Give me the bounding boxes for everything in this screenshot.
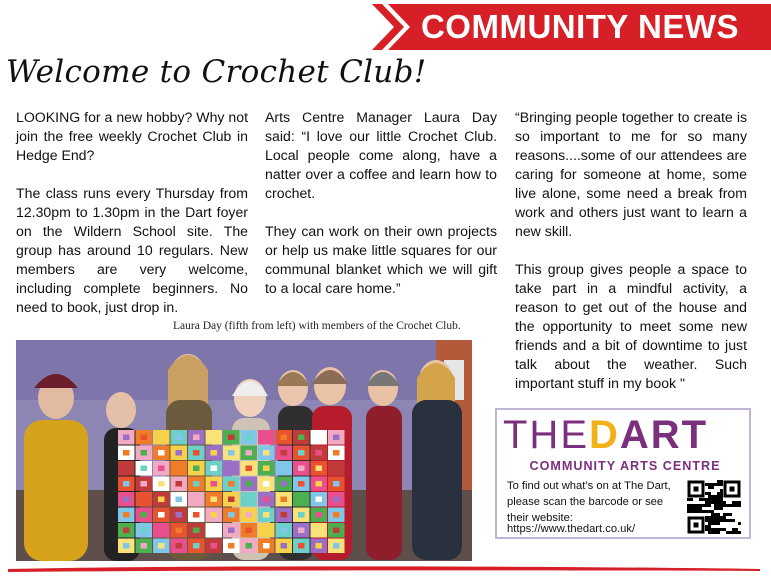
qr-module (717, 504, 720, 507)
blanket-square-center (246, 512, 253, 518)
blanket-square-center (246, 450, 253, 456)
the-dart-website-link[interactable]: https://www.thedart.co.uk/ (507, 523, 636, 535)
qr-module (711, 531, 714, 534)
blanket-square-center (298, 512, 305, 518)
qr-module (714, 504, 717, 507)
qr-module (708, 531, 711, 534)
qr-module (723, 516, 726, 519)
paragraph: They can work on their own projects or help us make little squares for our communal blanket which we will gift to a local care home.” (265, 223, 497, 296)
qr-module (711, 498, 714, 501)
qr-module (711, 516, 714, 519)
qr-module (717, 522, 720, 525)
logo-text-the: THE (503, 413, 589, 457)
qr-module (708, 501, 711, 504)
qr-module (729, 504, 732, 507)
blanket-square-center (281, 466, 288, 472)
qr-module (732, 531, 735, 534)
blanket-square-center (333, 497, 340, 503)
qr-module (705, 525, 708, 528)
qr-module (714, 495, 717, 498)
qr-module (714, 483, 717, 486)
blanket-square-center (333, 543, 340, 549)
blanket-square-center (141, 435, 148, 441)
blanket-square-center (228, 450, 235, 456)
qr-module (723, 513, 726, 516)
paragraph: The class runs every Thursday from 12.30pm to 1.30pm in the Dart foyer on the Wildern School site. The group has around 10 regulars. New members are very welcome, including complete beginners. No need to book, just drop in. (16, 185, 248, 315)
blanket-square-center (263, 497, 270, 503)
qr-module (705, 501, 708, 504)
qr-module (687, 498, 690, 501)
qr-module (693, 507, 696, 510)
qr-module (711, 513, 714, 516)
blanket-square-center (246, 528, 253, 534)
blanket-square-center (298, 497, 305, 503)
qr-module (705, 483, 708, 486)
the-dart-logo (503, 414, 747, 456)
qr-module (720, 519, 723, 522)
blanket-square-center (158, 481, 165, 487)
blanket-square-center (298, 435, 305, 441)
blanket-square-center (263, 543, 270, 549)
qr-module (723, 501, 726, 504)
blanket-square-center (158, 528, 165, 534)
blanket-square-center (158, 512, 165, 518)
qr-module (732, 504, 735, 507)
blanket-square-center (281, 528, 288, 534)
qr-module (696, 510, 699, 513)
qr-module (732, 528, 735, 531)
blanket-square-center (123, 543, 130, 549)
qr-module (714, 513, 717, 516)
blanket-square-center (158, 466, 165, 472)
blanket-square-center (123, 450, 130, 456)
qr-module (720, 498, 723, 501)
qr-module (711, 528, 714, 531)
qr-module (705, 516, 708, 519)
qr-module (720, 480, 723, 483)
blanket-square-center (176, 528, 183, 534)
blanket-square-center (228, 528, 235, 534)
qr-module (717, 507, 720, 510)
paragraph: “Bringing people together to create is so important to me for so many reasons....some of our attendees are caring for someone at home, some live alone, some need a break from work and others just want to learn a new skill. (515, 109, 747, 239)
qr-module (699, 510, 702, 513)
qr-module (708, 486, 711, 489)
qr-module (714, 498, 717, 501)
blanket-square-center (158, 450, 165, 456)
qr-module (687, 510, 690, 513)
qr-module (708, 528, 711, 531)
qr-module (711, 495, 714, 498)
blanket-square-center (298, 481, 305, 487)
blanket-square-center (211, 543, 218, 549)
blanket-square-center (158, 543, 165, 549)
blanket-square-center (176, 450, 183, 456)
qr-module (690, 504, 693, 507)
blanket-square-center (333, 466, 340, 472)
blanket-square-center (193, 435, 200, 441)
blanket-square-center (246, 497, 253, 503)
qr-module (720, 516, 723, 519)
blanket-square-center (246, 466, 253, 472)
qr-module (708, 519, 711, 522)
blanket-square-center (141, 543, 148, 549)
qr-module (738, 522, 741, 525)
qr-module (717, 516, 720, 519)
blanket-square-center (263, 481, 270, 487)
crochet-club-photo-illustration (16, 340, 472, 561)
the-dart-promo-box (495, 408, 751, 539)
qr-module (711, 486, 714, 489)
qr-module (723, 519, 726, 522)
blanket-square-center (333, 481, 340, 487)
blanket-square-center (298, 528, 305, 534)
qr-module (729, 513, 732, 516)
qr-module (711, 522, 714, 525)
qr-module (717, 528, 720, 531)
blanket-square-center (193, 497, 200, 503)
paragraph: Arts Centre Manager Laura Day said: “I love our little Crochet Club. Local people come along, have a natter over a coffee and learn how to crochet. (265, 109, 497, 201)
article-column-2 (265, 108, 497, 317)
blanket-square-center (141, 512, 148, 518)
qr-module (690, 510, 693, 513)
qr-module (714, 531, 717, 534)
qr-module (705, 510, 708, 513)
blanket-square-center (176, 481, 183, 487)
qr-module (720, 528, 723, 531)
blanket-square-center (263, 435, 270, 441)
qr-module (726, 519, 729, 522)
qr-module (708, 492, 711, 495)
qr-module (717, 480, 720, 483)
blanket-square-center (193, 512, 200, 518)
qr-module (696, 504, 699, 507)
qr-module (726, 531, 729, 534)
qr-module (708, 510, 711, 513)
qr-module (717, 492, 720, 495)
blanket-square-center (123, 481, 130, 487)
qr-module (708, 525, 711, 528)
qr-module (717, 519, 720, 522)
qr-module (714, 522, 717, 525)
qr-module (732, 519, 735, 522)
qr-module (702, 504, 705, 507)
qr-module (702, 510, 705, 513)
blanket-square-center (141, 466, 148, 472)
blanket-square-center (316, 466, 323, 472)
qr-module (693, 504, 696, 507)
community-news-banner (372, 4, 771, 50)
group-photo (16, 340, 472, 561)
qr-module (699, 498, 702, 501)
blanket-square-center (316, 435, 323, 441)
qr-module (729, 531, 732, 534)
blanket-square-center (141, 528, 148, 534)
qr-module (714, 519, 717, 522)
blanket-square-center (333, 528, 340, 534)
qr-module (711, 483, 714, 486)
blanket-square-center (141, 450, 148, 456)
blanket-square-center (246, 543, 253, 549)
blanket-square-center (193, 543, 200, 549)
qr-module (705, 504, 708, 507)
blanket-square-center (123, 466, 130, 472)
blanket-square-center (333, 450, 340, 456)
blanket-square-center (298, 543, 305, 549)
blanket-square-center (193, 528, 200, 534)
blanket-square-center (246, 435, 253, 441)
blanket-square-center (316, 528, 323, 534)
qr-module (726, 504, 729, 507)
blanket-square-center (316, 450, 323, 456)
blanket-square-center (316, 512, 323, 518)
qr-module (714, 507, 717, 510)
qr-module (708, 498, 711, 501)
qr-module (735, 504, 738, 507)
blanket-square-center (176, 543, 183, 549)
qr-module (708, 516, 711, 519)
article-column-1 (16, 108, 248, 336)
bottom-divider (0, 560, 771, 576)
qr-module (717, 498, 720, 501)
qr-module (708, 522, 711, 525)
qr-module (693, 510, 696, 513)
photo-caption: Laura Day (fifth from left) with members of the Crochet Club. (173, 320, 461, 332)
qr-module (723, 528, 726, 531)
blanket-square-center (123, 435, 130, 441)
qr-module (735, 531, 738, 534)
blanket-square-center (176, 512, 183, 518)
blanket-square-center (228, 435, 235, 441)
qr-module (726, 513, 729, 516)
paragraph: LOOKING for a new hobby? Why not join the free weekly Crochet Club in Hedge End? (16, 109, 248, 163)
blanket-square-center (176, 466, 183, 472)
qr-module (720, 489, 723, 492)
qr-module (705, 528, 708, 531)
blanket-square-center (158, 497, 165, 503)
blanket-square-center (316, 543, 323, 549)
blanket-square-center (316, 497, 323, 503)
paragraph: This group gives people a space to take part in a mindful activity, a reason to get out of the house and the opportunity to meet some new friends and a bit of downtime to just talk about the weather. Such important stuff in my book " (515, 261, 747, 391)
qr-module (738, 531, 741, 534)
blanket-square-center (123, 528, 130, 534)
blanket-square-center (298, 450, 305, 456)
qr-module (705, 498, 708, 501)
blanket-square-center (316, 481, 323, 487)
logo-text-d: D (589, 413, 620, 457)
the-dart-info-text: To find out what’s on at The Dart, please scan the barcode or see their website: (507, 480, 671, 524)
qr-module (714, 528, 717, 531)
blanket-square-center (228, 497, 235, 503)
blanket-square-center (263, 528, 270, 534)
banner-title: COMMUNITY NEWS (420, 8, 740, 45)
blanket-square-center (281, 512, 288, 518)
blanket-square-center (281, 450, 288, 456)
article-column-3 (515, 108, 747, 412)
qr-module (690, 498, 693, 501)
qr-module (702, 498, 705, 501)
blanket-square-center (281, 497, 288, 503)
qr-module (687, 504, 690, 507)
qr-module (723, 504, 726, 507)
blanket-square-center (211, 528, 218, 534)
qr-module (696, 507, 699, 510)
qr-module (738, 501, 741, 504)
blanket-square-center (141, 481, 148, 487)
blanket-square-center (141, 497, 148, 503)
blanket-square-center (211, 450, 218, 456)
qr-module (708, 504, 711, 507)
blanket-square-center (228, 481, 235, 487)
blanket-square-center (298, 466, 305, 472)
blanket-square-center (281, 543, 288, 549)
qr-module (714, 501, 717, 504)
blanket-square-center (263, 512, 270, 518)
logo-text-art: ART (619, 413, 709, 457)
blanket-square-center (193, 466, 200, 472)
blanket-square-center (281, 435, 288, 441)
qr-module (714, 516, 717, 519)
qr-module (708, 483, 711, 486)
qr-module (711, 519, 714, 522)
qr-module (720, 504, 723, 507)
blanket-square-center (211, 481, 218, 487)
blanket-square-center (158, 435, 165, 441)
blanket-square-center (211, 435, 218, 441)
qr-module (720, 492, 723, 495)
blanket-square-center (333, 512, 340, 518)
qr-module (720, 495, 723, 498)
blanket-square-center (211, 497, 218, 503)
blanket-square-center (123, 512, 130, 518)
blanket-square-center (176, 435, 183, 441)
article-headline: Welcome to Crochet Club! (6, 54, 427, 90)
qr-module (738, 504, 741, 507)
qr-code-icon[interactable] (687, 480, 741, 534)
qr-module (699, 504, 702, 507)
blanket-square-center (228, 512, 235, 518)
qr-module (732, 501, 735, 504)
qr-module (708, 495, 711, 498)
qr-module (711, 501, 714, 504)
qr-module (720, 483, 723, 486)
qr-module (687, 507, 690, 510)
blanket-square-center (281, 481, 288, 487)
qr-module (735, 501, 738, 504)
qr-module (690, 507, 693, 510)
qr-module (717, 513, 720, 516)
blanket-square-center (263, 450, 270, 456)
qr-module (717, 531, 720, 534)
the-dart-subtitle: COMMUNITY ARTS CENTRE (529, 459, 721, 473)
blanket-square-center (176, 497, 183, 503)
qr-module (717, 495, 720, 498)
qr-module (711, 510, 714, 513)
qr-module (720, 507, 723, 510)
blanket-square-center (246, 481, 253, 487)
blanket-square-center (228, 466, 235, 472)
qr-module (717, 501, 720, 504)
qr-module (720, 501, 723, 504)
blanket-square-center (211, 512, 218, 518)
blanket-square-center (263, 466, 270, 472)
qr-module (717, 483, 720, 486)
qr-module (705, 519, 708, 522)
blanket-square-center (211, 466, 218, 472)
blanket-square-center (193, 481, 200, 487)
blanket-square-center (228, 543, 235, 549)
blanket-square-center (333, 435, 340, 441)
qr-module (705, 492, 708, 495)
qr-module (729, 519, 732, 522)
blanket-square-center (123, 497, 130, 503)
qr-module (735, 528, 738, 531)
blanket-square-center (193, 450, 200, 456)
qr-module (699, 507, 702, 510)
